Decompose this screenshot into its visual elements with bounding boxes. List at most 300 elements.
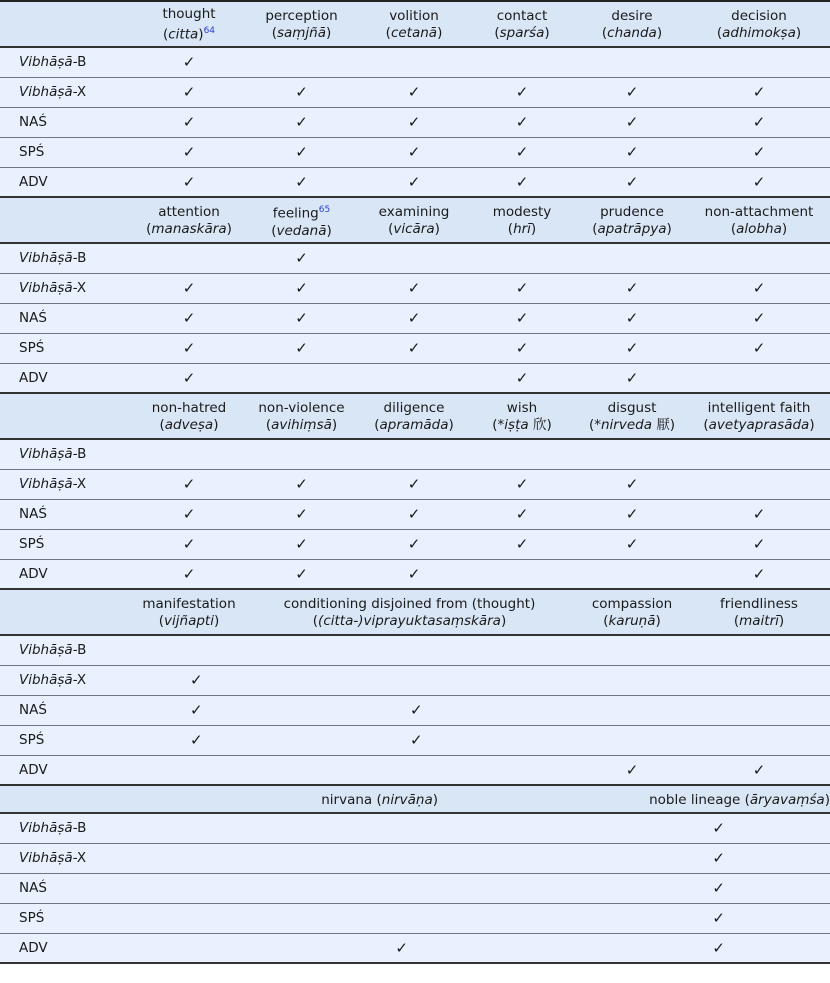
header-english-line	[243, 596, 576, 613]
header-english: thought	[162, 6, 216, 23]
check-cell	[576, 137, 688, 167]
column-header	[135, 1, 243, 47]
header-sanskrit-line: ((citta-)viprayuktasaṃskāra)	[312, 613, 507, 629]
header-sanskrit: sparśa	[499, 25, 545, 41]
table-row	[0, 333, 830, 363]
checkmark-icon: ✓	[752, 113, 766, 131]
checkmark-icon: ✓	[712, 909, 725, 927]
checkmark-icon: ✓	[295, 113, 308, 131]
checkmark-icon: ✓	[190, 701, 203, 719]
checkmark-icon: ✓	[515, 535, 529, 553]
check-cell	[243, 273, 360, 303]
table-row	[0, 843, 830, 873]
row-label: NAŚ	[19, 702, 47, 718]
row-label: Vibhāṣā-X	[19, 84, 87, 100]
check-cell	[135, 933, 468, 963]
table-row	[0, 755, 830, 785]
check-cell	[135, 499, 243, 529]
table-row	[0, 469, 830, 499]
header-english: diligence	[383, 400, 445, 416]
check-cell	[688, 665, 830, 695]
table-row	[0, 873, 830, 903]
row-label: NAŚ	[19, 880, 47, 896]
check-cell	[576, 635, 688, 665]
check-cell	[576, 77, 688, 107]
checkmark-icon: ✓	[625, 83, 639, 101]
checkmark-icon: ✓	[410, 701, 423, 719]
header-english: modesty	[492, 204, 552, 220]
checkmark-icon: ✓	[752, 279, 766, 297]
header-english-line	[360, 8, 468, 25]
header-english: non-violence	[258, 400, 345, 416]
checkmark-icon: ✓	[752, 535, 766, 553]
header-english: attention	[158, 204, 220, 220]
header-english-line	[360, 400, 468, 417]
checkmark-icon: ✓	[625, 172, 639, 191]
check-cell	[468, 167, 576, 197]
table-row	[0, 725, 830, 755]
check-cell	[468, 933, 830, 963]
checkmark-icon: ✓	[712, 938, 725, 957]
column-header	[576, 393, 688, 439]
checkmark-icon: ✓	[407, 505, 421, 523]
check-cell	[360, 137, 468, 167]
check-cell	[360, 469, 468, 499]
checkmark-icon: ✓	[295, 83, 308, 101]
check-cell	[135, 469, 243, 499]
header-sanskrit-line: (alobha)	[730, 221, 788, 237]
checkmark-icon: ✓	[190, 731, 203, 749]
header-sanskrit: hrī	[513, 221, 531, 237]
checkmark-icon: ✓	[515, 83, 529, 101]
row-label: Vibhāṣā-B	[19, 250, 87, 267]
check-cell	[688, 439, 830, 469]
check-cell	[576, 273, 688, 303]
header-english: prudence	[600, 204, 664, 220]
check-cell	[243, 755, 576, 785]
check-cell	[243, 665, 576, 695]
header-english-line	[688, 204, 830, 221]
check-cell	[688, 725, 830, 755]
checkmark-icon: ✓	[295, 143, 308, 161]
check-cell	[576, 439, 688, 469]
header-english: feeling	[272, 205, 319, 222]
check-cell	[468, 529, 576, 559]
table-row	[0, 813, 830, 843]
header-english-line	[688, 596, 830, 613]
header-sanskrit: alobha	[736, 221, 782, 237]
header-sanskrit: vicāra	[393, 221, 435, 237]
check-cell	[576, 333, 688, 363]
corner-cell	[0, 393, 135, 439]
check-cell	[135, 77, 243, 107]
checkmark-icon: ✓	[182, 505, 196, 523]
checkmark-icon: ✓	[625, 505, 639, 523]
checkmark-icon: ✓	[625, 535, 639, 553]
check-cell	[243, 303, 360, 333]
check-cell	[135, 439, 243, 469]
row-label: Vibhāṣā-X	[19, 280, 87, 296]
header-english: compassion	[591, 596, 673, 612]
checkmark-icon: ✓	[295, 505, 308, 523]
check-cell	[360, 499, 468, 529]
checkmark-icon: ✓	[407, 339, 421, 357]
header-sanskrit-line: (vicāra)	[388, 221, 440, 237]
check-cell	[688, 635, 830, 665]
table-row	[0, 665, 830, 695]
check-cell	[135, 755, 243, 785]
header-sanskrit-line: (adveṣa)	[159, 417, 219, 433]
check-cell	[243, 695, 576, 725]
header-english-line	[576, 8, 688, 25]
header-english-line	[468, 8, 576, 25]
checkmark-icon: ✓	[752, 564, 766, 583]
row-label: ADV	[19, 761, 48, 778]
header-english-line	[360, 204, 468, 221]
checkmark-icon: ✓	[182, 564, 196, 583]
header-english: noble lineage	[649, 791, 741, 808]
check-cell	[688, 77, 830, 107]
check-cell	[468, 903, 830, 933]
check-cell	[360, 559, 468, 589]
row-label: SPŚ	[19, 536, 45, 552]
check-cell	[135, 47, 243, 77]
checkmark-icon: ✓	[625, 309, 639, 327]
checkmark-icon: ✓	[407, 143, 421, 161]
checkmark-icon: ✓	[515, 279, 529, 297]
check-cell	[135, 167, 243, 197]
checkmark-icon: ✓	[182, 113, 196, 131]
check-cell	[135, 813, 468, 843]
header-chinese: 欣	[532, 417, 547, 433]
check-cell	[243, 107, 360, 137]
header-sanskrit-line: (apramāda)	[374, 417, 454, 433]
header-sanskrit: manaskāra	[151, 221, 227, 237]
row-label: SPŚ	[19, 340, 45, 356]
check-cell	[135, 695, 243, 725]
checkmark-icon: ✓	[410, 731, 423, 749]
check-cell	[468, 243, 576, 273]
column-header	[135, 197, 243, 243]
column-header	[135, 393, 243, 439]
header-sanskrit-line: (vedanā)	[271, 222, 332, 239]
header-sanskrit-line: (*iṣṭa 欣)	[492, 417, 552, 433]
checkmark-icon: ✓	[752, 339, 766, 357]
check-cell	[360, 77, 468, 107]
check-cell	[468, 559, 576, 589]
section-header-row	[0, 393, 830, 439]
row-label: ADV	[19, 939, 48, 956]
header-english: perception	[265, 8, 338, 24]
header-english: friendliness	[720, 596, 798, 612]
checkmark-icon: ✓	[190, 671, 203, 689]
check-cell	[576, 755, 688, 785]
check-cell	[468, 439, 576, 469]
check-cell	[576, 499, 688, 529]
row-label: Vibhāṣā-B	[19, 446, 87, 463]
header-sanskrit: avihiṃsā	[271, 417, 332, 433]
check-cell	[468, 363, 576, 393]
table-row	[0, 167, 830, 197]
header-english-line	[243, 202, 360, 223]
checkmark-icon: ✓	[182, 309, 196, 327]
check-cell	[243, 333, 360, 363]
header-english: non-hatred	[151, 400, 227, 416]
header-sanskrit: cetanā	[390, 25, 438, 41]
check-cell	[243, 439, 360, 469]
header-english: wish	[506, 400, 538, 416]
checkmark-icon: ✓	[395, 938, 408, 957]
table-row	[0, 499, 830, 529]
check-cell	[360, 303, 468, 333]
row-label: SPŚ	[19, 144, 45, 160]
checkmark-icon: ✓	[295, 535, 308, 553]
check-cell	[468, 499, 576, 529]
check-cell	[360, 243, 468, 273]
check-cell	[360, 363, 468, 393]
checkmark-icon: ✓	[182, 279, 196, 297]
row-label: ADV	[19, 369, 48, 386]
check-cell	[360, 167, 468, 197]
table-row	[0, 695, 830, 725]
row-label: SPŚ	[19, 910, 45, 926]
section-header-row	[0, 1, 830, 47]
check-cell	[360, 529, 468, 559]
check-cell	[688, 469, 830, 499]
column-header	[135, 589, 243, 635]
section-header-row	[0, 589, 830, 635]
corner-cell	[0, 589, 135, 635]
table-row	[0, 439, 830, 469]
column-header	[468, 393, 576, 439]
check-cell	[468, 77, 576, 107]
check-cell	[360, 333, 468, 363]
checkmark-icon: ✓	[515, 475, 529, 493]
check-cell	[688, 273, 830, 303]
header-sanskrit: apramāda	[379, 417, 449, 433]
header-sanskrit: chanda	[607, 25, 657, 41]
check-cell	[468, 303, 576, 333]
header-english: manifestation	[142, 596, 236, 612]
checkmark-icon: ✓	[407, 309, 421, 327]
header-english-line	[688, 8, 830, 25]
section-header-row	[0, 197, 830, 243]
check-cell	[576, 363, 688, 393]
row-label: Vibhāṣā-X	[19, 476, 87, 492]
check-cell	[135, 243, 243, 273]
check-cell	[135, 725, 243, 755]
check-cell	[576, 303, 688, 333]
checkmark-icon: ✓	[407, 475, 421, 493]
footnote-link[interactable]: 64	[203, 26, 216, 37]
column-header: noble lineage (āryavaṃśa)	[649, 791, 830, 808]
header-sanskrit-line: (maitrī)	[733, 613, 785, 629]
section-header-row	[0, 785, 830, 813]
checkmark-icon: ✓	[625, 113, 639, 131]
header-sanskrit: vijñapti	[164, 613, 214, 629]
column-header: nirvana (nirvāṇa)	[321, 791, 438, 808]
check-cell	[243, 243, 360, 273]
header-chinese: 厭	[656, 417, 670, 433]
header-sanskrit: saṃjñā	[276, 25, 327, 41]
header-english: volition	[389, 8, 439, 24]
header-sanskrit-line: (manaskāra)	[146, 221, 232, 237]
header-english: nirvana	[321, 791, 373, 808]
header-english-line	[576, 400, 688, 417]
header-sanskrit-line: (chanda)	[601, 25, 663, 41]
column-header	[243, 197, 360, 243]
check-cell	[243, 635, 576, 665]
checkmark-icon: ✓	[625, 760, 639, 779]
row-label: Vibhāṣā-B	[19, 820, 87, 837]
check-cell	[243, 725, 576, 755]
checkmark-icon: ✓	[625, 143, 639, 161]
column-header	[243, 393, 360, 439]
checkmark-icon: ✓	[407, 83, 421, 101]
checkmark-icon: ✓	[712, 879, 725, 897]
check-cell	[688, 363, 830, 393]
header-english-line	[135, 400, 243, 417]
checkmark-icon: ✓	[182, 475, 196, 493]
check-cell	[360, 107, 468, 137]
row-label: SPŚ	[19, 732, 45, 748]
check-cell	[688, 529, 830, 559]
check-cell	[243, 137, 360, 167]
header-english: conditioning disjoined from (thought)	[283, 596, 536, 612]
checkmark-icon: ✓	[515, 368, 529, 387]
header-sanskrit: maitrī	[739, 613, 779, 629]
check-cell	[688, 107, 830, 137]
header-sanskrit-line: (adhimokṣa)	[716, 25, 802, 41]
checkmark-icon: ✓	[295, 475, 308, 493]
row-label: Vibhāṣā-B	[19, 642, 87, 659]
header-english: decision	[731, 8, 787, 24]
header-sanskrit-line: (citta)$^{64}$	[162, 26, 216, 43]
header-english-line	[243, 400, 360, 417]
checkmark-icon: ✓	[182, 83, 196, 101]
check-cell	[243, 529, 360, 559]
check-cell	[576, 47, 688, 77]
column-header	[688, 393, 830, 439]
check-cell	[135, 635, 243, 665]
header-sanskrit: avetyaprasāda	[708, 417, 810, 433]
header-sanskrit: nirvāṇa	[381, 791, 433, 808]
column-header	[688, 1, 830, 47]
checkmark-icon: ✓	[752, 143, 766, 161]
table-row	[0, 933, 830, 963]
column-header	[576, 197, 688, 243]
check-cell	[468, 873, 830, 903]
header-english: desire	[611, 8, 653, 24]
check-cell	[243, 167, 360, 197]
checkmark-icon: ✓	[182, 339, 196, 357]
checkmark-icon: ✓	[407, 279, 421, 297]
column-header	[576, 1, 688, 47]
table-row	[0, 273, 830, 303]
header-english-line	[135, 204, 243, 221]
checkmark-icon: ✓	[295, 309, 308, 327]
checkmark-icon: ✓	[752, 505, 766, 523]
checkmark-icon: ✓	[182, 53, 196, 72]
check-cell	[468, 137, 576, 167]
table-row	[0, 137, 830, 167]
row-label: ADV	[19, 173, 48, 190]
checkmark-icon: ✓	[752, 83, 766, 101]
header-sanskrit: *nirveda	[594, 417, 652, 433]
check-cell	[688, 559, 830, 589]
check-cell	[360, 273, 468, 303]
check-cell	[468, 273, 576, 303]
column-header	[576, 589, 688, 635]
check-cell	[135, 333, 243, 363]
check-cell	[135, 843, 468, 873]
check-cell	[576, 529, 688, 559]
check-cell	[688, 755, 830, 785]
checkmark-icon: ✓	[515, 505, 529, 523]
checkmark-icon: ✓	[407, 172, 421, 191]
check-cell	[688, 167, 830, 197]
header-sanskrit-line: (avihiṃsā)	[265, 417, 338, 433]
column-header	[360, 197, 468, 243]
checkmark-icon: ✓	[625, 368, 639, 387]
column-header	[243, 1, 360, 47]
checkmark-icon: ✓	[515, 113, 529, 131]
header-sanskrit-line: (vijñapti)	[158, 613, 220, 629]
check-cell	[135, 273, 243, 303]
check-cell	[135, 665, 243, 695]
header-english: disgust	[607, 400, 657, 416]
checkmark-icon: ✓	[625, 475, 639, 493]
checkmark-icon: ✓	[752, 309, 766, 327]
check-cell	[468, 107, 576, 137]
header-english: intelligent faith	[707, 400, 811, 416]
check-cell	[135, 107, 243, 137]
column-header	[360, 1, 468, 47]
header-sanskrit-line: (karuṇā)	[603, 613, 661, 629]
checkmark-icon: ✓	[712, 819, 725, 838]
check-cell	[576, 107, 688, 137]
header-sanskrit-line: (*nirveda 厭)	[588, 417, 676, 433]
header-sanskrit-line: (saṃjñā)	[271, 25, 332, 41]
check-cell	[576, 665, 688, 695]
footnote-link[interactable]: 65	[318, 205, 331, 216]
check-cell	[468, 813, 830, 843]
checkmark-icon: ✓	[712, 849, 725, 867]
header-sanskrit: *iṣṭa	[497, 417, 529, 433]
checkmark-icon: ✓	[625, 279, 639, 297]
check-cell	[135, 559, 243, 589]
checkmark-icon: ✓	[295, 564, 308, 583]
check-cell	[468, 47, 576, 77]
check-cell	[243, 363, 360, 393]
column-header	[360, 393, 468, 439]
header-english-line	[688, 400, 830, 417]
check-cell	[360, 439, 468, 469]
table-row	[0, 243, 830, 273]
check-cell	[135, 303, 243, 333]
checkmark-icon: ✓	[295, 172, 308, 191]
header-sanskrit: adhimokṣa	[722, 25, 796, 41]
header-english: non-attachment	[704, 204, 814, 220]
check-cell	[688, 243, 830, 273]
check-cell	[576, 725, 688, 755]
table-row	[0, 559, 830, 589]
check-cell	[135, 363, 243, 393]
check-cell	[243, 559, 360, 589]
checkmark-icon: ✓	[295, 339, 308, 357]
checkmark-icon: ✓	[182, 368, 196, 387]
checkmark-icon: ✓	[515, 309, 529, 327]
